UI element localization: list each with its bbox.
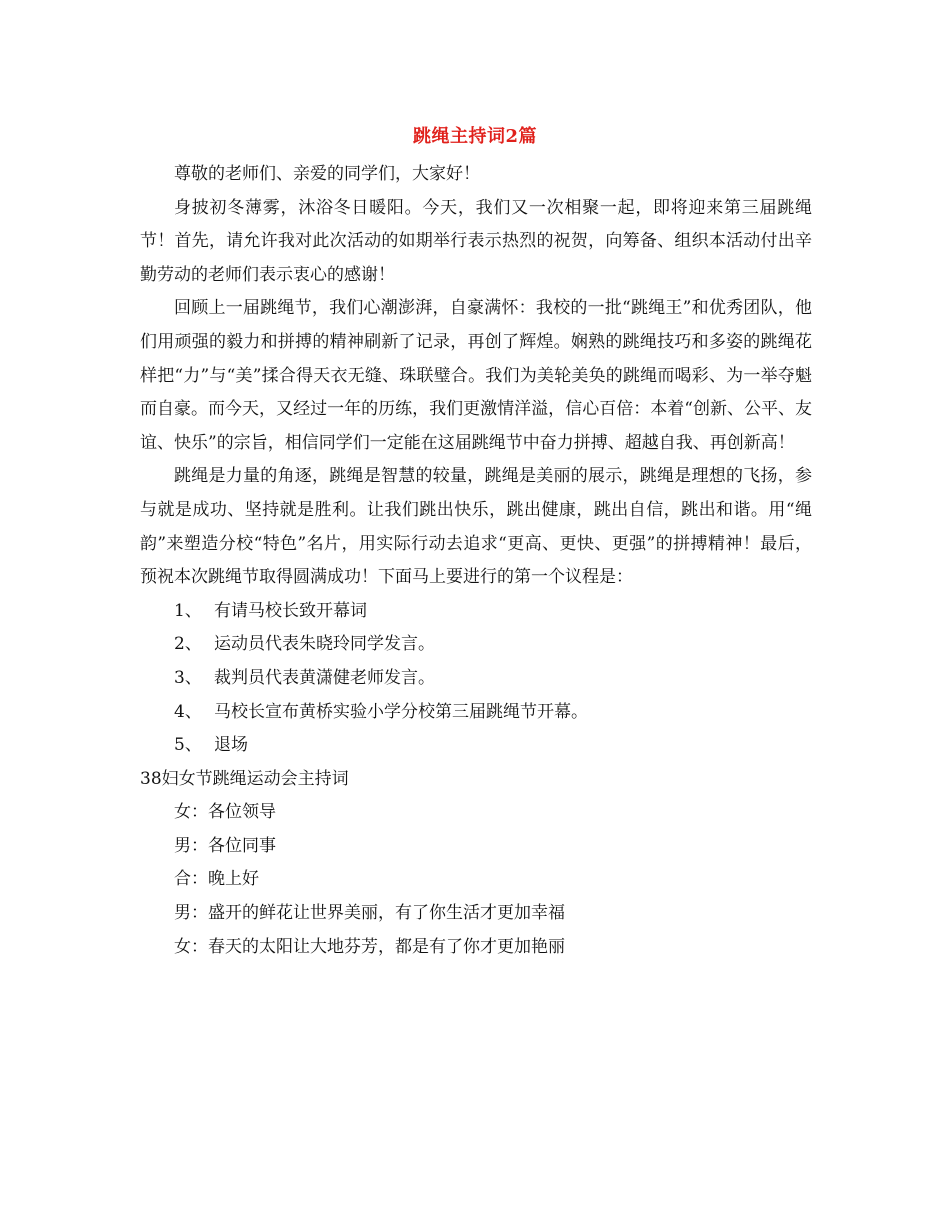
dialogue-line: 女：春天的太阳让大地芬芳，都是有了你才更加艳丽 [174,936,565,957]
list-item-text: 裁判员代表黄潇健老师发言。 [214,667,435,688]
list-item [140,696,812,730]
dialogue-list [140,796,812,964]
dialogue-line: 女：各位领导 [174,802,276,823]
list-item [140,662,812,696]
document-body [140,158,812,964]
list-item-number: 4、 [174,701,202,722]
paragraph-review: 回顾上一届跳绳节，我们心潮澎湃，自豪满怀：我校的一批“跳绳王”和优秀团队，他们用顽强的毅力和拼搏的精神刷新了记录，再创了辉煌。娴熟的跳绳技巧和多姿的跳绳花样把“力”与“美”揉合得天衣无缝、珠联璧合。我们为美轮美奂的跳绳而喝彩、为一举夺魁而自豪。而今天，又经过一年的历练，我们更激情洋溢，信心百倍：本着“创新、公平、友谊、快乐”的宗旨，相信同学们一定能在这届跳绳节中奋力拼搏、超越自我、再创新高！ [140,298,812,453]
list-item-text: 有请马校长致开幕词 [214,600,367,621]
list-item [140,729,812,763]
list-item [140,628,812,662]
list-item-text: 马校长宣布黄桥实验小学分校第三届跳绳节开幕。 [214,701,588,722]
list-item-number: 2、 [174,634,202,655]
paragraph-greeting: 尊敬的老师们、亲爱的同学们，大家好！ [174,164,480,184]
section-title: 38妇女节跳绳运动会主持词 [140,768,349,789]
agenda-list [140,595,812,763]
document-title: 跳绳主持词2篇 [412,126,538,147]
dialogue-line: 男：各位同事 [174,835,276,856]
paragraph-spirit: 跳绳是力量的角逐，跳绳是智慧的较量，跳绳是美丽的展示，跳绳是理想的飞扬，参与就是成功、坚持就是胜利。让我们跳出快乐，跳出健康，跳出自信，跳出和谐。用“绳韵”来塑造分校“特色”名片，用实际行动去追求“更高、更快、更强”的拼搏精神！最后，预祝本次跳绳节取得圆满成功！下面马上要进行的第一个议程是： [140,466,812,588]
list-item-number: 5、 [174,735,202,756]
dialogue-line: 男：盛开的鲜花让世界美丽，有了你生活才更加幸福 [174,903,565,924]
list-item [140,595,812,629]
list-item-number: 3、 [174,667,202,688]
dialogue-line: 合：晚上好 [174,869,259,890]
list-item-text: 退场 [214,735,248,756]
list-item-number: 1、 [174,600,202,621]
paragraph-opening: 身披初冬薄雾，沐浴冬日暖阳。今天，我们又一次相聚一起，即将迎来第三届跳绳节！首先，请允许我对此次活动的如期举行表示热烈的祝贺，向筹备、组织本活动付出辛勤劳动的老师们表示衷心的感谢！ [140,197,812,285]
list-item-text: 运动员代表朱晓玲同学发言。 [214,634,435,655]
